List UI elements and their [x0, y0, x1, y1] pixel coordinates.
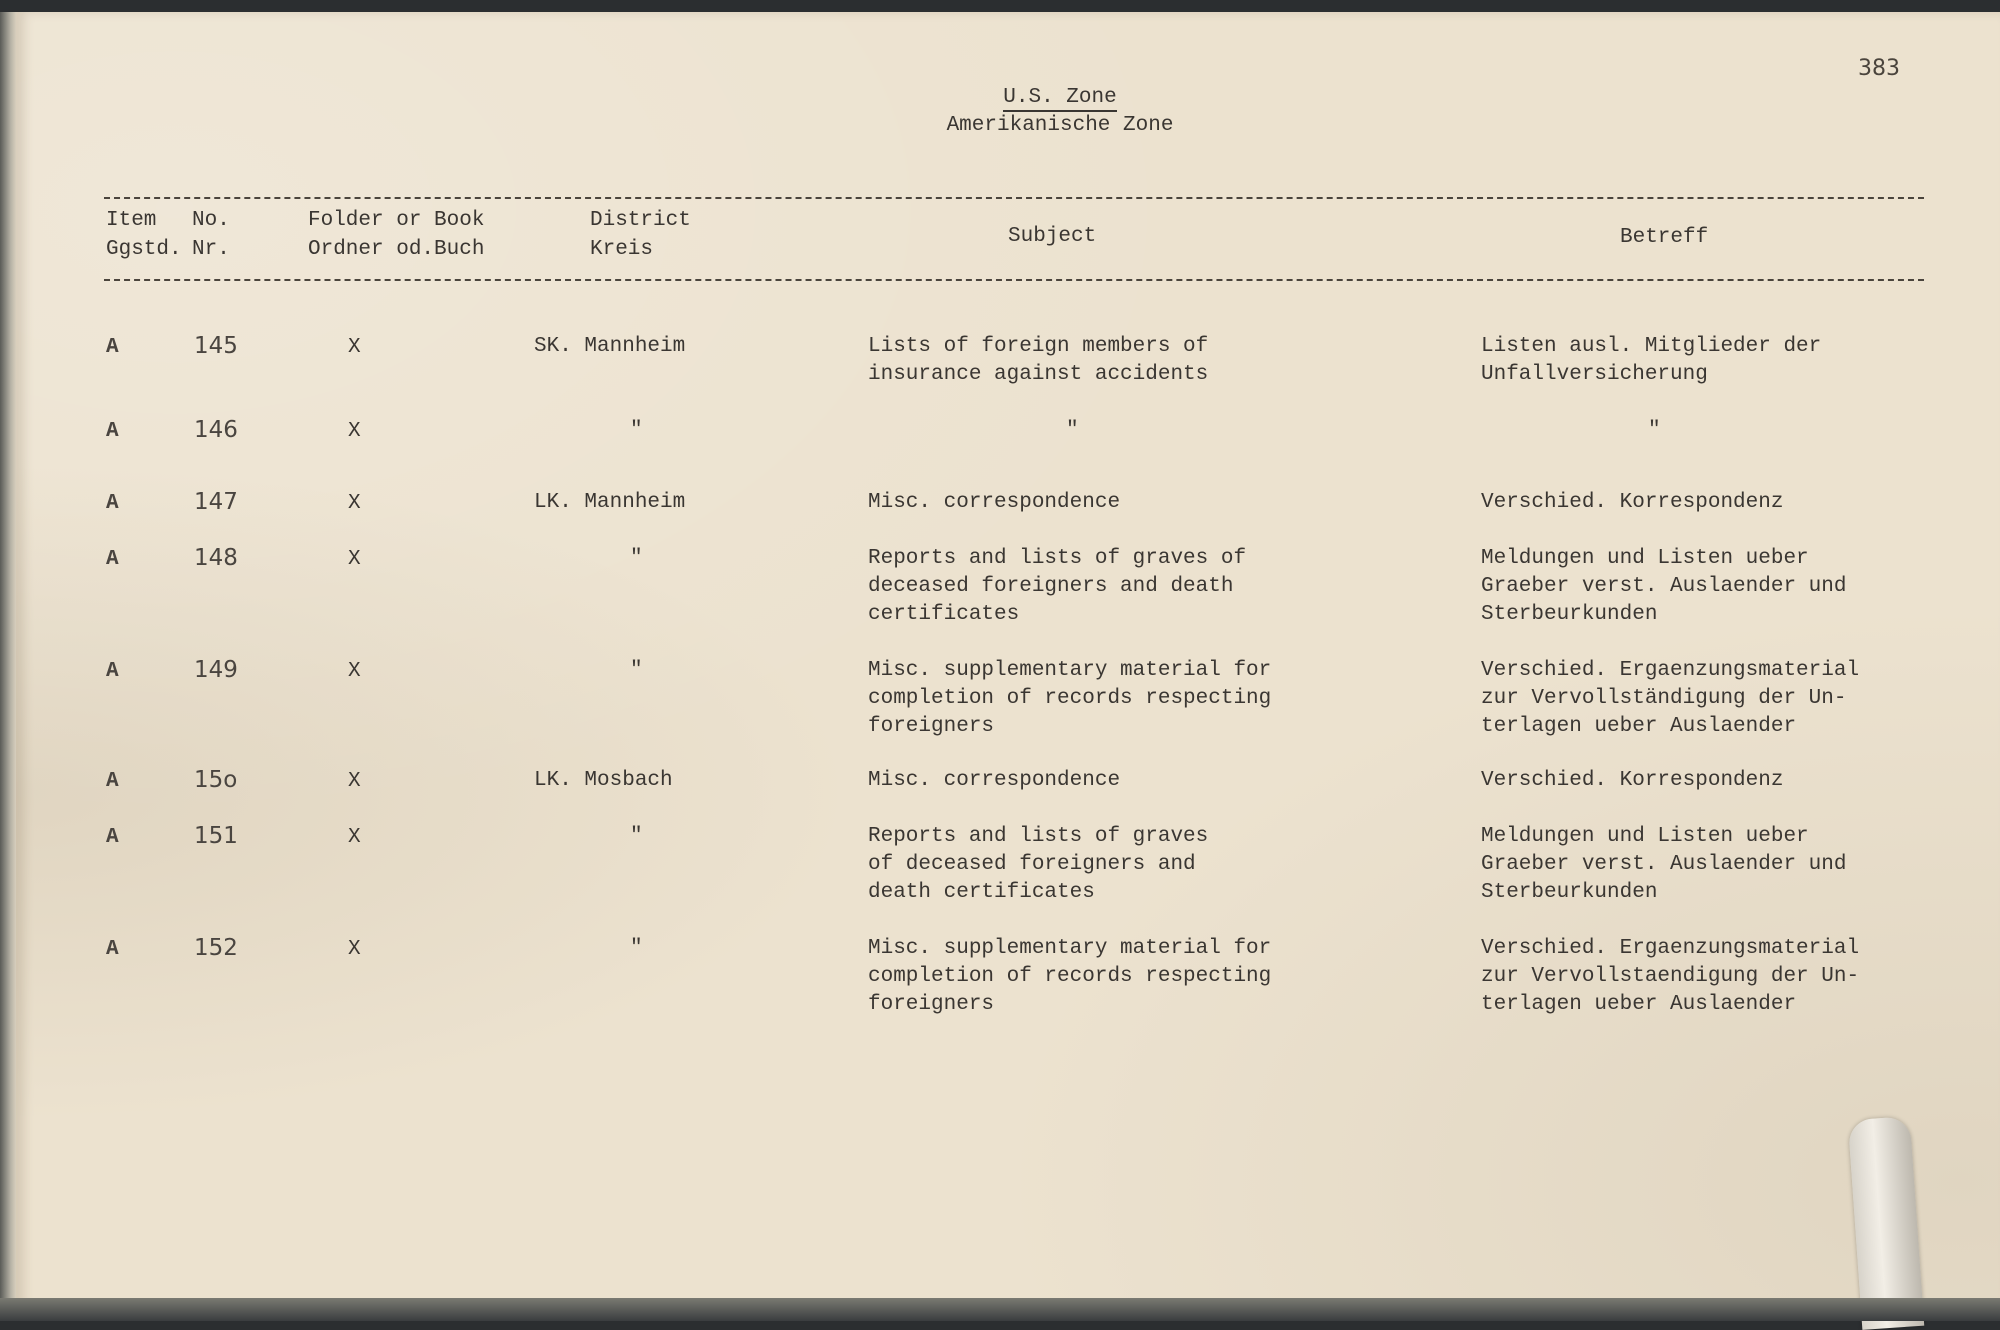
row-number: 15o — [194, 767, 238, 793]
row-district: " — [630, 825, 643, 848]
row-item-code: A — [106, 420, 119, 443]
row-betreff-line: zur Vervollstaendigung der Un- — [1481, 965, 1860, 988]
header-bottom-rule — [104, 279, 1924, 281]
header-number-en: No. — [192, 209, 230, 232]
row-betreff-line: Graeber verst. Auslaender und — [1481, 853, 1847, 876]
row-item-code: A — [106, 938, 119, 961]
row-subject-line: Misc. supplementary material for — [868, 937, 1272, 960]
zone-title — [0, 84, 2000, 140]
row-subject-line: deceased foreigners and death — [868, 575, 1234, 598]
row-district: LK. Mannheim — [534, 491, 686, 514]
row-subject-line: completion of records respecting — [868, 965, 1272, 988]
header-item-en: Item — [106, 209, 157, 232]
row-folder-mark: X — [348, 660, 361, 683]
row-number: 147 — [194, 489, 238, 515]
row-folder-mark: X — [348, 770, 361, 793]
row-betreff-line: Verschied. Ergaenzungsmaterial — [1481, 659, 1860, 682]
row-betreff-line: Verschied. Korrespondenz — [1481, 491, 1784, 514]
book-bottom-edge — [0, 1298, 2000, 1321]
row-item-code: A — [106, 492, 119, 515]
row-item-code: A — [106, 660, 119, 683]
row-district: " — [630, 659, 643, 682]
row-subject-line: Lists of foreign members of — [868, 335, 1209, 358]
header-district-en: District — [590, 209, 691, 232]
row-betreff-line: Graeber verst. Auslaender und — [1481, 575, 1847, 598]
header-folder-en: Folder or Book — [308, 209, 485, 232]
row-item-code: A — [106, 770, 119, 793]
header-number — [192, 206, 230, 264]
row-subject-line: Reports and lists of graves of — [868, 547, 1247, 570]
row-subject-line: foreigners — [868, 993, 995, 1016]
row-subject-line: Misc. correspondence — [868, 769, 1121, 792]
header-folder — [308, 206, 484, 264]
row-folder-mark: X — [348, 336, 361, 359]
header-item-de: Ggstd. — [106, 238, 182, 261]
row-folder-mark: X — [348, 548, 361, 571]
row-subject-line: certificates — [868, 603, 1020, 626]
row-subject-line: Reports and lists of graves — [868, 825, 1209, 848]
row-subject-line: " — [1066, 419, 1079, 442]
row-subject-line: Misc. supplementary material for — [868, 659, 1272, 682]
row-district: " — [630, 419, 643, 442]
row-folder-mark: X — [348, 492, 361, 515]
row-betreff-line: Sterbeurkunden — [1481, 603, 1658, 626]
header-district — [590, 206, 691, 264]
header-number-de: Nr. — [192, 238, 230, 261]
row-betreff-line: Verschied. Korrespondenz — [1481, 769, 1784, 792]
title-english: U.S. Zone — [1003, 86, 1116, 112]
header-item — [106, 206, 182, 264]
header-subject: Subject — [1008, 225, 1097, 248]
row-number: 145 — [194, 333, 238, 359]
row-subject-line: foreigners — [868, 715, 995, 738]
row-betreff-line: Unfallversicherung — [1481, 363, 1708, 386]
row-number: 152 — [194, 935, 238, 961]
title-german: Amerikanische Zone — [946, 114, 1174, 137]
row-number: 146 — [194, 417, 238, 443]
header-district-de: Kreis — [590, 238, 654, 261]
row-item-code: A — [106, 336, 119, 359]
row-folder-mark: X — [348, 826, 361, 849]
row-subject-line: of deceased foreigners and — [868, 853, 1196, 876]
row-number: 151 — [194, 823, 238, 849]
header-betreff: Betreff — [1620, 226, 1709, 249]
row-subject-line: completion of records respecting — [868, 687, 1272, 710]
row-subject-line: death certificates — [868, 881, 1095, 904]
row-subject-line: insurance against accidents — [868, 363, 1209, 386]
row-betreff-line: Listen ausl. Mitglieder der — [1481, 335, 1822, 358]
page-number: 383 — [1858, 56, 1900, 81]
row-item-code: A — [106, 826, 119, 849]
row-district: " — [630, 547, 643, 570]
row-betreff-line: terlagen ueber Auslaender — [1481, 993, 1797, 1016]
row-number: 148 — [194, 545, 238, 571]
header-folder-de: Ordner od.Buch — [308, 238, 485, 261]
row-folder-mark: X — [348, 420, 361, 443]
row-item-code: A — [106, 548, 119, 571]
row-betreff-line: Meldungen und Listen ueber — [1481, 547, 1809, 570]
row-betreff-line: terlagen ueber Auslaender — [1481, 715, 1797, 738]
row-betreff-line: " — [1648, 419, 1661, 442]
row-district: " — [630, 937, 643, 960]
row-folder-mark: X — [348, 938, 361, 961]
row-betreff-line: Verschied. Ergaenzungsmaterial — [1481, 937, 1860, 960]
header-top-rule — [104, 197, 1924, 199]
row-betreff-line: zur Vervollständigung der Un- — [1481, 687, 1847, 710]
row-district: LK. Mosbach — [534, 769, 673, 792]
row-number: 149 — [194, 657, 238, 683]
row-district: SK. Mannheim — [534, 335, 686, 358]
row-betreff-line: Meldungen und Listen ueber — [1481, 825, 1809, 848]
row-betreff-line: Sterbeurkunden — [1481, 881, 1658, 904]
row-subject-line: Misc. correspondence — [868, 491, 1121, 514]
